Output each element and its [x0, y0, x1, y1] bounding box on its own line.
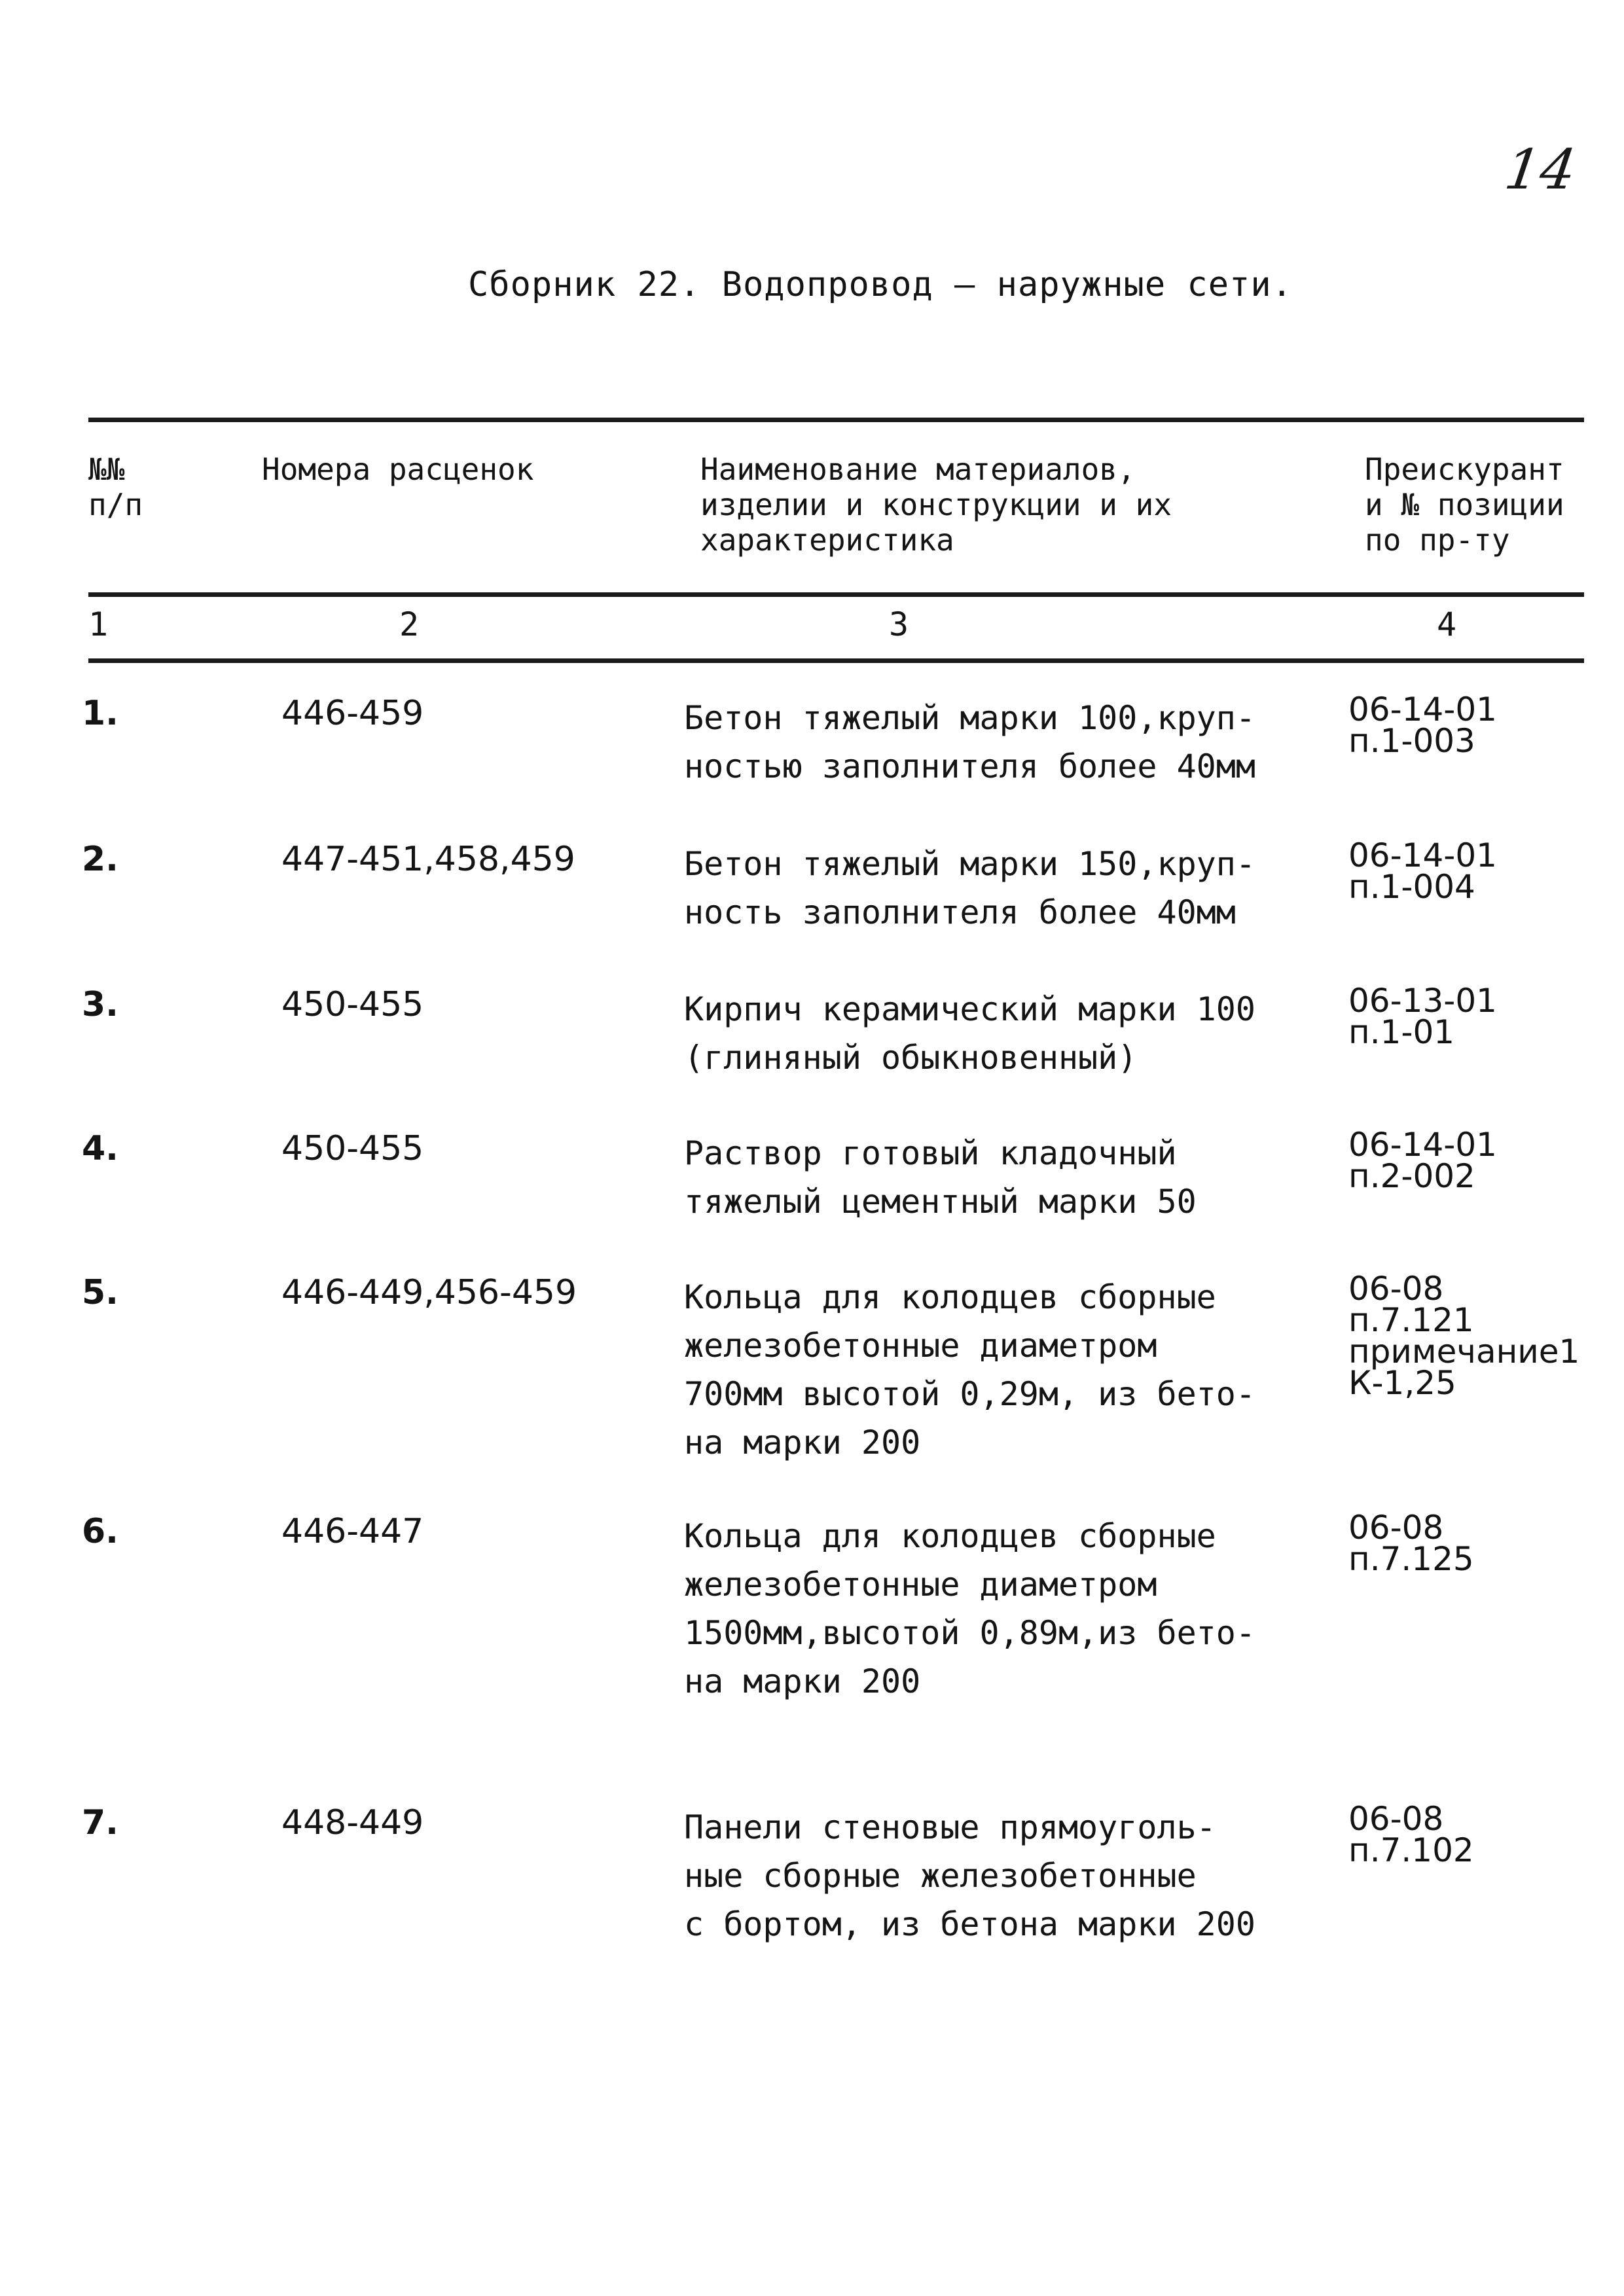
- price-line: 06-14-01: [1348, 1126, 1497, 1164]
- table-top-rule: [88, 418, 1584, 422]
- header-col-price-list-line: Преискурант: [1365, 452, 1564, 487]
- price-line: п.7.125: [1348, 1540, 1474, 1578]
- header-col-price-list-line: и № позиции: [1365, 487, 1564, 522]
- rate-numbers: 446-449,456-459: [281, 1273, 577, 1312]
- description-line: (глиняный обыкновенный): [684, 1039, 1138, 1077]
- rate-numbers: 450-455: [281, 1129, 424, 1168]
- header-col-description-line: Наименование материалов,: [700, 452, 1136, 487]
- description-line: Кольца для колодцев сборные: [684, 1517, 1216, 1555]
- description-line: Кольца для колодцев сборные: [684, 1278, 1216, 1316]
- rate-numbers: 450-455: [281, 985, 424, 1024]
- price-line: 06-08: [1348, 1270, 1444, 1308]
- description-line: Кирпич керамический марки 100: [684, 990, 1255, 1028]
- price-line: 06-08: [1348, 1800, 1444, 1838]
- column-number: 4: [1437, 605, 1457, 643]
- price-line: 06-14-01: [1348, 836, 1497, 874]
- header-col-number-line: №№: [88, 452, 125, 487]
- price-line: примечание1: [1348, 1333, 1580, 1371]
- price-line: п.7.121: [1348, 1301, 1474, 1339]
- description-line: с бортом, из бетона марки 200: [684, 1905, 1255, 1943]
- material-description: [684, 985, 1312, 1082]
- row-number: 6.: [82, 1512, 118, 1551]
- price-line: К-1,25: [1348, 1364, 1456, 1402]
- row-number: 5.: [82, 1273, 118, 1312]
- material-description: [684, 694, 1312, 791]
- price-line: п.2-002: [1348, 1157, 1475, 1195]
- price-line: 06-08: [1348, 1509, 1444, 1547]
- description-line: Бетон тяжелый марки 100,круп-: [684, 699, 1255, 737]
- price-list-position: [1348, 691, 1597, 760]
- header-col-description-line: характеристика: [700, 522, 954, 558]
- column-number: 2: [399, 605, 420, 643]
- price-line: п.1-01: [1348, 1013, 1455, 1051]
- row-number: 1.: [82, 694, 118, 733]
- price-list-position: [1348, 1126, 1597, 1195]
- description-line: ностью заполнителя более 40мм: [684, 747, 1255, 785]
- price-list-position: [1348, 1270, 1597, 1402]
- price-line: п.7.102: [1348, 1831, 1474, 1869]
- header-col-description: [700, 452, 1290, 558]
- row-number: 7.: [82, 1803, 118, 1842]
- description-line: 1500мм,высотой 0,89м,из бето-: [684, 1614, 1255, 1652]
- row-number: 3.: [82, 985, 118, 1024]
- row-number: 2.: [82, 840, 118, 879]
- description-line: на марки 200: [684, 1424, 921, 1462]
- rate-numbers: 447-451,458,459: [281, 840, 575, 879]
- rate-numbers: 446-459: [281, 694, 424, 733]
- description-line: Раствор готовый кладочный: [684, 1134, 1177, 1172]
- price-line: п.1-004: [1348, 868, 1475, 906]
- header-col-rates: [262, 452, 655, 487]
- column-number: 3: [889, 605, 909, 643]
- description-line: Панели стеновые прямоуголь-: [684, 1808, 1216, 1846]
- header-col-price-list: [1365, 452, 1584, 558]
- material-description: [684, 1512, 1312, 1706]
- rate-numbers: 446-447: [281, 1512, 424, 1551]
- price-line: 06-13-01: [1348, 982, 1497, 1020]
- header-col-number: [88, 452, 193, 522]
- page-title: Сборник 22. Водопровод – наружные сети.: [468, 265, 1293, 304]
- material-description: [684, 840, 1312, 937]
- description-line: ные сборные железобетонные: [684, 1857, 1197, 1895]
- page-number: 14: [1501, 137, 1580, 202]
- price-list-position: [1348, 1509, 1597, 1578]
- description-line: железобетонные диаметром: [684, 1327, 1157, 1365]
- header-col-number-line: п/п: [88, 487, 143, 522]
- description-line: тяжелый цементный марки 50: [684, 1183, 1197, 1221]
- row-number: 4.: [82, 1129, 118, 1168]
- header-col-rates-line: Номера расценок: [262, 452, 534, 487]
- description-line: ность заполнителя более 40мм: [684, 893, 1236, 931]
- material-description: [684, 1129, 1312, 1226]
- price-list-position: [1348, 836, 1597, 906]
- material-description: [684, 1273, 1312, 1467]
- description-line: 700мм высотой 0,29м, из бето-: [684, 1375, 1255, 1413]
- description-line: на марки 200: [684, 1662, 921, 1700]
- price-list-position: [1348, 982, 1597, 1051]
- description-line: железобетонные диаметром: [684, 1566, 1157, 1604]
- header-col-price-list-line: по пр-ту: [1365, 522, 1510, 558]
- rate-numbers: 448-449: [281, 1803, 424, 1842]
- price-list-position: [1348, 1800, 1597, 1869]
- column-numbers-rule: [88, 658, 1584, 663]
- header-col-description-line: изделии и конструкции и их: [700, 487, 1172, 522]
- material-description: [684, 1803, 1312, 1948]
- description-line: Бетон тяжелый марки 150,круп-: [684, 845, 1255, 883]
- header-bottom-rule: [88, 592, 1584, 597]
- price-line: п.1-003: [1348, 722, 1475, 760]
- column-number: 1: [88, 605, 109, 643]
- price-line: 06-14-01: [1348, 691, 1497, 728]
